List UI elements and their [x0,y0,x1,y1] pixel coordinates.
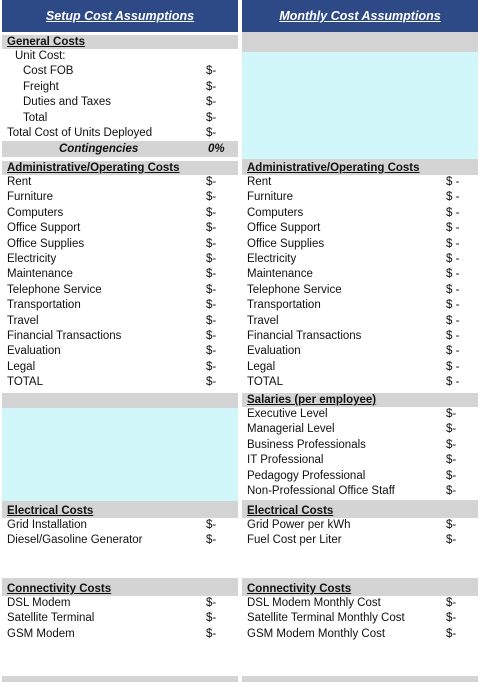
cost-row [2,206,238,221]
cost-row [242,469,478,484]
cost-label: Rent [7,176,32,188]
cost-label: Evaluation [247,345,301,358]
cost-row [242,611,478,626]
cost-value[interactable]: $- [206,80,217,93]
blank-input-area [242,52,478,159]
monthly-cost-header: Monthly Cost Assumptions [242,0,478,32]
cost-value[interactable]: $- [206,519,217,531]
monthly-admin-title: Administrative/Operating Costs [242,161,478,175]
contingencies-value[interactable]: 0% [208,143,225,156]
setup-admin-title: Administrative/Operating Costs [2,161,238,175]
cost-value[interactable]: $- [206,222,217,235]
cost-label: Pedagogy Professional [247,469,366,482]
cost-label: Office Supplies [247,237,325,250]
total-row [242,375,478,390]
cost-label: GSM Modem [7,627,75,640]
cost-label: IT Professional [247,454,324,467]
cost-row [242,453,478,468]
cost-label: Cost FOB [23,65,74,78]
cost-row [242,206,478,221]
general-costs-title: General Costs [2,35,238,49]
cost-label: Executive Level [247,408,328,420]
cost-label: Computers [7,206,64,219]
cost-value[interactable]: $- [206,299,217,312]
total-value[interactable]: $ - [446,376,460,389]
unit-cost-label: Unit Cost: [15,50,66,62]
cost-label: Transportation [7,299,81,312]
cost-row [242,237,478,252]
cost-row [2,95,238,110]
cost-value[interactable]: $- [446,469,457,482]
cost-row [242,314,478,329]
cost-value[interactable]: $- [206,206,217,219]
cost-label: Legal [7,360,36,373]
cost-label: Rent [247,176,272,188]
setup-electrical-section [2,504,238,549]
setup-connectivity-title: Connectivity Costs [2,582,238,596]
cost-row [2,360,238,375]
cost-value[interactable]: $ - [446,237,460,250]
cost-label: Office Supplies [7,237,85,250]
total-deployed-label: Total Cost of Units Deployed [7,126,153,139]
cost-row [242,190,478,205]
cost-label: Grid Power per kWh [247,519,351,531]
cost-value[interactable]: $- [446,408,457,420]
salaries-title: Salaries (per employee) [242,393,478,407]
monthly-connectivity-section [242,582,478,642]
cost-value[interactable]: $ - [446,299,460,312]
cost-label: DSL Modem Monthly Cost [247,597,381,609]
cost-label: Furniture [247,191,294,204]
cost-row [2,190,238,205]
cost-label: Legal [247,360,276,373]
spacer-bar [2,676,238,682]
cost-value[interactable]: $- [206,283,217,296]
cost-row [242,252,478,267]
blank-input-area [2,408,238,501]
cost-row [242,298,478,313]
cost-value[interactable]: $ - [446,176,460,188]
cost-value[interactable]: $- [446,519,457,531]
cost-label: Duties and Taxes [23,96,112,109]
cost-value[interactable]: $- [206,96,217,109]
cost-label: Fuel Cost per Liter [247,534,342,547]
cost-value[interactable]: $- [206,252,217,265]
cost-row [242,360,478,375]
cost-value[interactable]: $- [206,627,217,640]
cost-label: Freight [23,80,59,93]
cost-label: Telephone Service [247,283,342,296]
cost-row [242,407,478,422]
cost-value[interactable]: $- [446,423,457,436]
cost-value[interactable]: $- [206,345,217,358]
cost-row [2,627,238,642]
cost-value[interactable]: $ - [446,222,460,235]
cost-label: Maintenance [7,268,73,281]
cost-value[interactable]: $- [206,65,217,78]
cost-row [2,267,238,282]
monthly-electrical-section [242,504,478,549]
cost-label: Satellite Terminal Monthly Cost [247,612,405,625]
cost-value[interactable]: $ - [446,283,460,296]
cost-label: GSM Modem Monthly Cost [247,627,386,640]
cost-value[interactable]: $- [446,484,457,497]
setup-electrical-title: Electrical Costs [2,504,238,518]
cost-row [2,80,238,95]
monthly-admin-section [242,161,478,390]
cost-row [2,175,238,190]
cost-row [2,518,238,533]
cost-value[interactable]: $- [206,360,217,373]
cost-row [2,329,238,344]
cost-row [2,64,238,79]
cost-value[interactable]: $- [206,268,217,281]
cost-row [242,438,478,453]
monthly-electrical-title: Electrical Costs [242,504,478,518]
cost-label: Transportation [247,299,321,312]
cost-label: Office Support [247,222,321,235]
cost-row [242,221,478,236]
cost-row [2,533,238,548]
cost-value[interactable]: $- [206,314,217,327]
cost-label: Business Professionals [247,438,366,451]
total-value[interactable]: $- [206,376,217,389]
cost-value[interactable]: $- [446,627,457,640]
cost-row [2,252,238,267]
cost-value[interactable]: $ - [446,345,460,358]
total-row [2,375,238,390]
cost-value[interactable]: $- [206,111,217,124]
setup-cost-header: Setup Cost Assumptions [2,0,238,32]
cost-row [242,484,478,499]
cost-row [242,267,478,282]
cost-row [2,237,238,252]
cost-value[interactable]: $- [206,597,217,609]
cost-label: Financial Transactions [7,329,122,342]
cost-row [242,283,478,298]
cost-row [2,298,238,313]
total-deployed-row [2,126,238,141]
cost-row [242,329,478,344]
cost-label: Electricity [247,252,297,265]
cost-row [2,314,238,329]
cost-label: Financial Transactions [247,329,362,342]
salaries-section [242,393,478,499]
cost-value[interactable]: $- [446,612,457,625]
cost-value[interactable]: $- [446,438,457,451]
cost-value[interactable]: $ - [446,360,460,373]
cost-row [2,611,238,626]
cost-label: Travel [7,314,39,327]
setup-admin-section [2,161,238,390]
cost-value[interactable]: $ - [446,206,460,219]
monthly-connectivity-title: Connectivity Costs [242,582,478,596]
cost-value[interactable]: $- [446,454,457,467]
cost-value[interactable]: $- [206,534,217,547]
cost-value[interactable]: $ - [446,191,460,204]
cost-row [2,283,238,298]
cost-value[interactable]: $ - [446,314,460,327]
contingencies-label: Contingencies [59,143,139,156]
spacer-bar [2,393,238,408]
monthly-cost-column [242,0,478,682]
cost-row [242,627,478,642]
cost-label: Furniture [7,191,54,204]
cost-label: Grid Installation [7,519,87,531]
cost-label: Non-Professional Office Staff [247,484,395,497]
cost-row [242,175,478,190]
cost-value[interactable]: $- [446,534,457,547]
cost-row [242,596,478,611]
setup-connectivity-section [2,582,238,642]
cost-row [242,518,478,533]
spacer-bar [242,32,478,52]
cost-value[interactable]: $ - [446,252,460,265]
cost-label: Managerial Level [247,423,335,436]
total-label: TOTAL [247,376,283,389]
cost-value[interactable]: $ - [446,268,460,281]
cost-row [2,111,238,126]
cost-label: Telephone Service [7,283,102,296]
cost-value[interactable]: $- [206,191,217,204]
cost-label: Diesel/Gasoline Generator [7,534,143,547]
cost-row [2,344,238,359]
cost-label: Maintenance [247,268,313,281]
cost-value[interactable]: $- [206,329,217,342]
cost-value[interactable]: $- [446,597,457,609]
cost-label: Electricity [7,252,57,265]
spacer-bar [242,676,478,682]
cost-value[interactable]: $ - [446,329,460,342]
cost-value[interactable]: $- [206,176,217,188]
setup-cost-column [2,0,238,682]
cost-label: Office Support [7,222,81,235]
total-deployed-value[interactable]: $- [206,126,217,139]
total-label: TOTAL [7,376,43,389]
cost-row [2,221,238,236]
cost-row [242,533,478,548]
cost-row [242,344,478,359]
cost-label: Travel [247,314,279,327]
cost-row [242,422,478,437]
cost-value[interactable]: $- [206,237,217,250]
cost-label: Satellite Terminal [7,612,95,625]
contingencies-row [2,141,238,157]
cost-label: Evaluation [7,345,61,358]
cost-value[interactable]: $- [206,612,217,625]
cost-label: Computers [247,206,304,219]
cost-label: DSL Modem [7,597,71,609]
cost-label: Total [23,111,48,124]
general-costs-section [2,35,238,157]
cost-row [2,596,238,611]
